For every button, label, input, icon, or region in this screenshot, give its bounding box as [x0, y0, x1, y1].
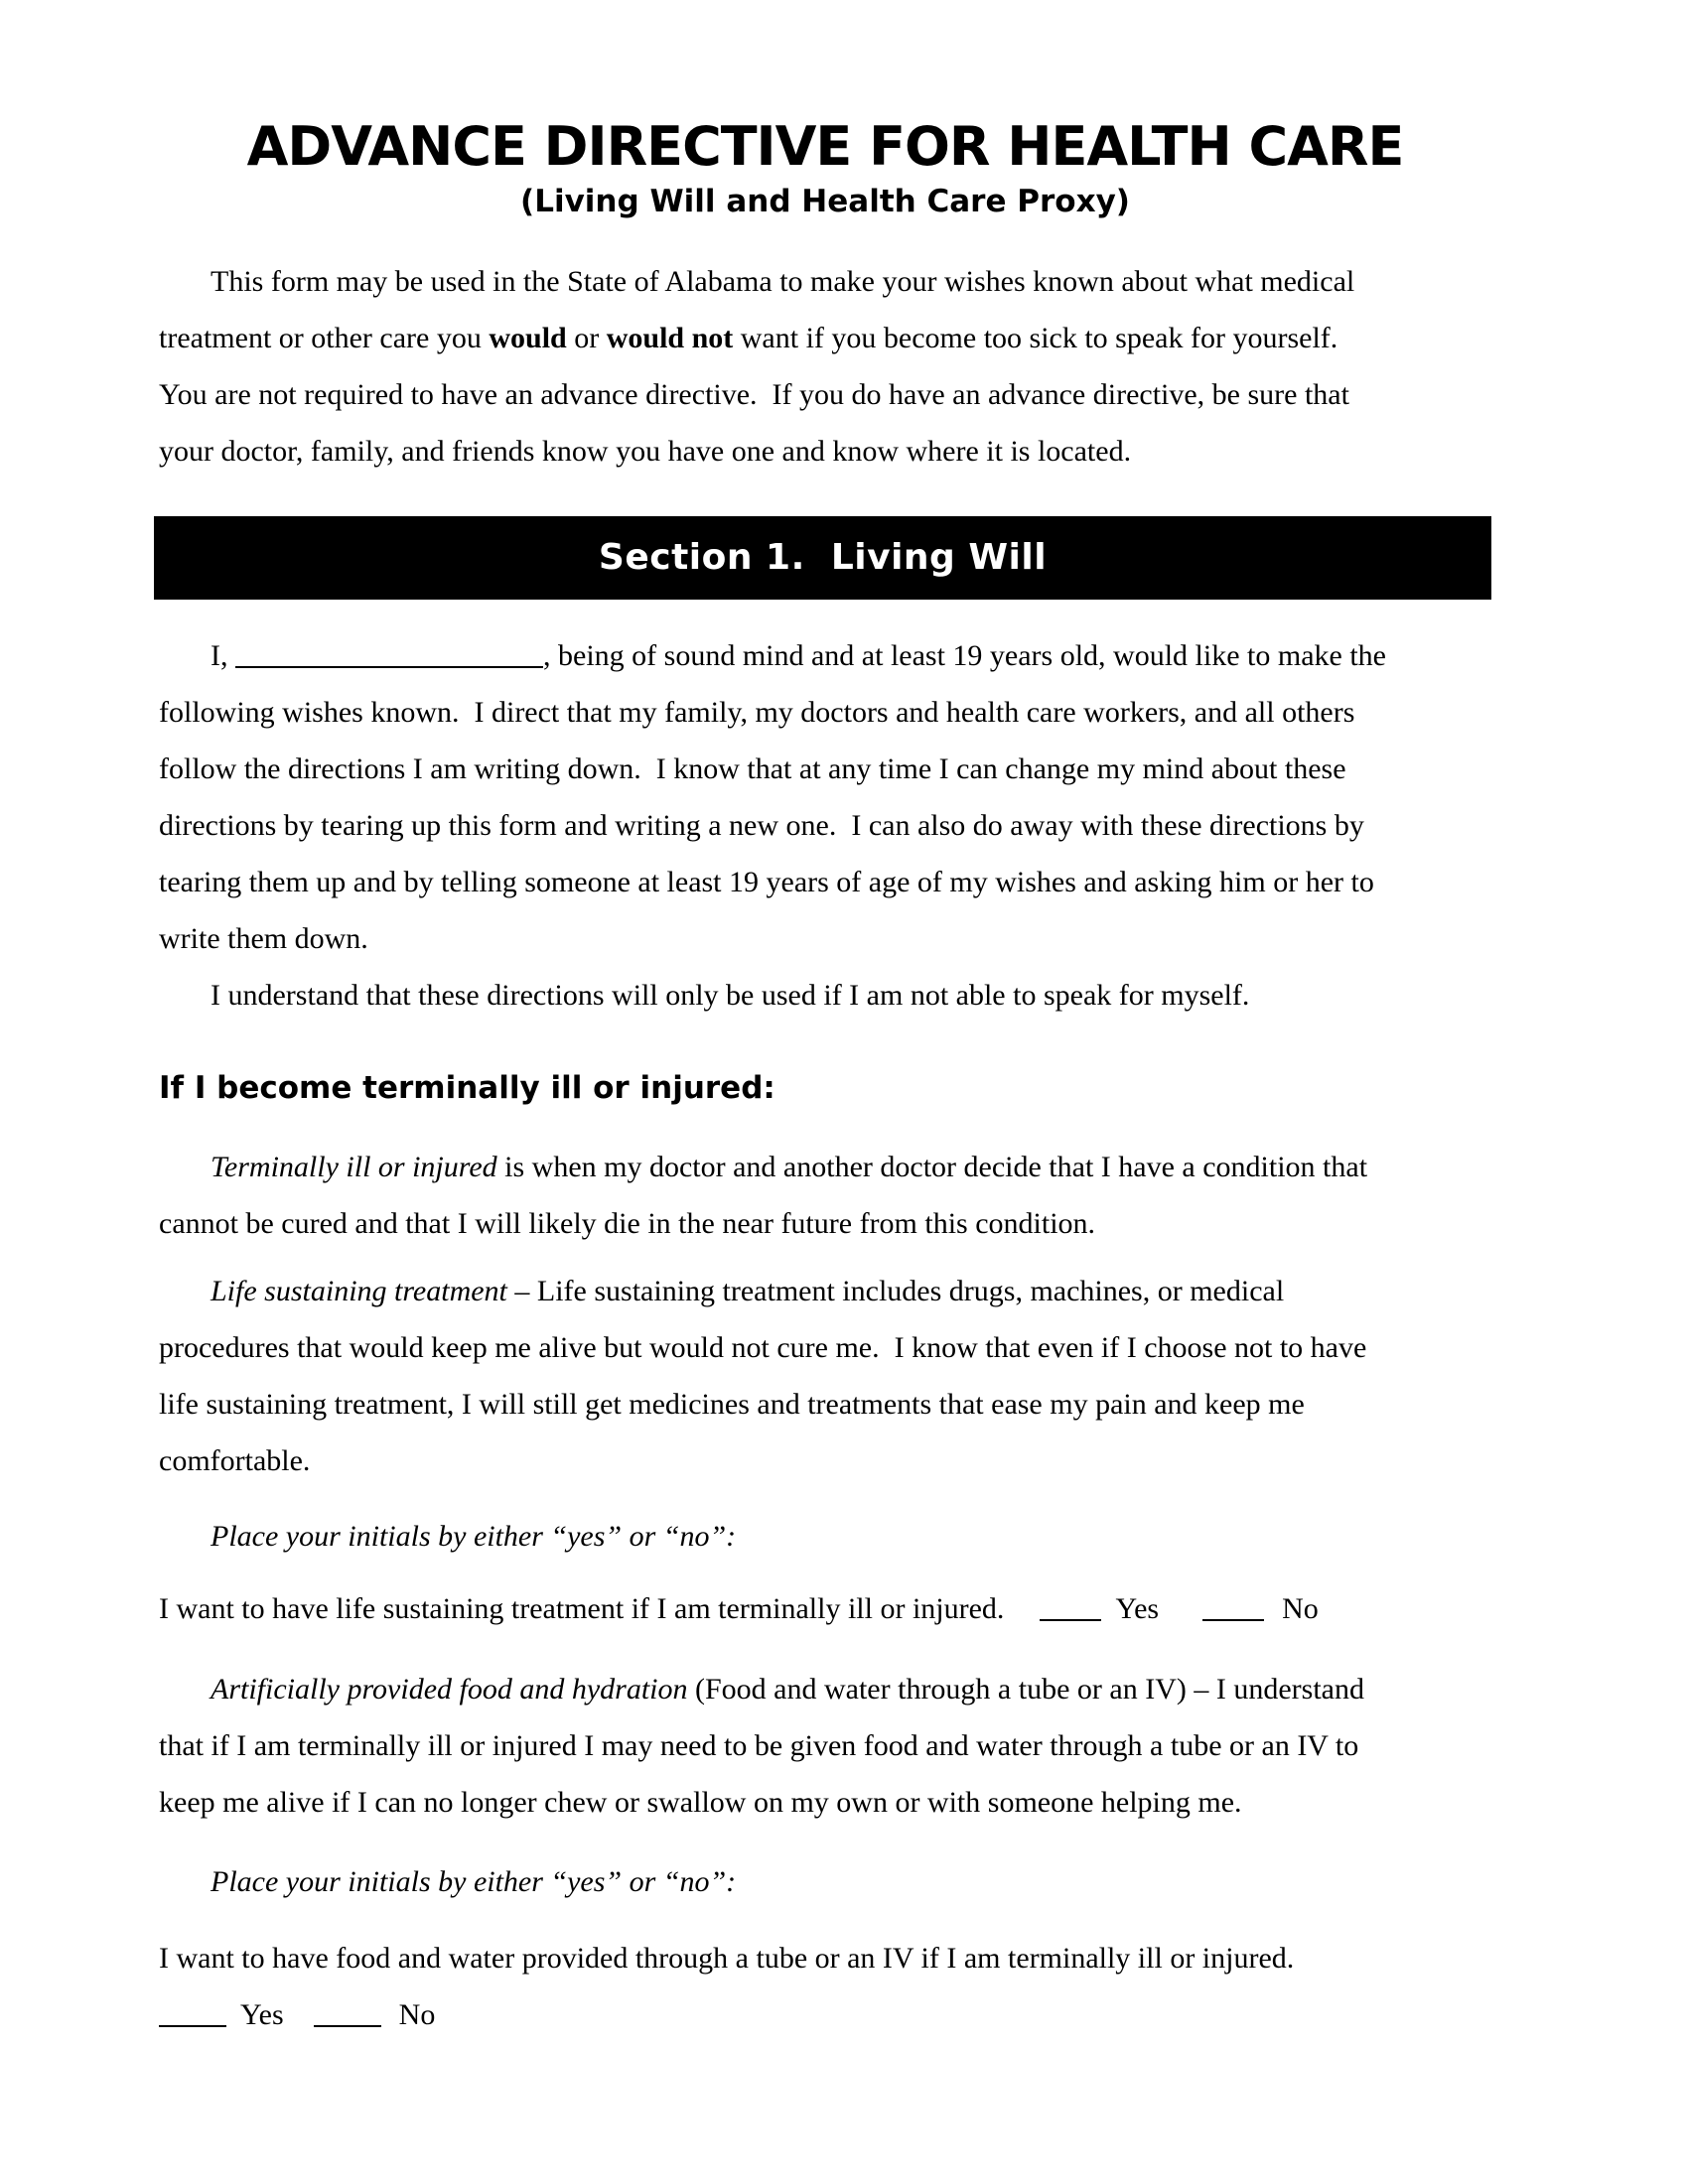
food-hydration-line-1 — [159, 1661, 1491, 1717]
life-sustaining-lead-italic: Life sustaining treatment — [211, 1275, 507, 1307]
intro-text-2b-bold: would — [489, 322, 567, 354]
life-sustaining-text-2: procedures that would keep me alive but would not cure me. I know that even if I choose not to have — [159, 1331, 1367, 1364]
life-sustaining-paragraph — [159, 1263, 1491, 1489]
terminally-line-2 — [159, 1195, 1491, 1252]
initials-prompt-2-line — [159, 1853, 1491, 1910]
food-hydration-text-3: keep me alive if I can no longer chew or swallow on my own or with someone helping me. — [159, 1786, 1242, 1819]
terminally-text-2: cannot be cured and that I will likely die in the near future from this condition. — [159, 1207, 1096, 1240]
terminally-ill-paragraph — [159, 1139, 1491, 1252]
life-sustaining-text-4: comfortable. — [159, 1444, 311, 1477]
question-food-hydration-line — [159, 1930, 1491, 1986]
q2-yes-initials-blank[interactable] — [159, 1995, 226, 2027]
section1-header-title: Section 1. Living Will — [598, 537, 1048, 578]
food-hydration-paragraph — [159, 1661, 1491, 1831]
intro-text-2d-bold: would not — [606, 322, 734, 354]
understand-paragraph — [159, 967, 1491, 1024]
declaration-text-6: write them down. — [159, 922, 368, 955]
declaration-line-2 — [159, 684, 1491, 741]
initials-prompt-2 — [159, 1853, 1491, 1910]
declaration-line-6 — [159, 910, 1491, 967]
declaration-text-1b: , being of sound mind and at least 19 years old, would like to make the — [543, 639, 1386, 672]
question-food-hydration-text: I want to have food and water provided through a tube or an IV if I am terminally ill or injured. — [159, 1942, 1295, 1975]
q2-no-initials-blank[interactable] — [314, 1995, 381, 2027]
life-sustaining-line-3 — [159, 1376, 1491, 1433]
q1-yes-label: Yes — [1115, 1592, 1160, 1625]
section1-header-bar — [154, 516, 1491, 600]
q1-yes-initials-blank[interactable] — [1040, 1589, 1101, 1621]
intro-text-2c: or — [566, 322, 607, 354]
understand-text-1: I understand that these directions will only be used if I am not able to speak for myself. — [211, 979, 1250, 1012]
initials-prompt-1 — [159, 1508, 1491, 1565]
q1-no-initials-blank[interactable] — [1202, 1589, 1264, 1621]
terminally-ill-heading: If I become terminally ill or injured: — [159, 1070, 775, 1106]
q2-no-label: No — [398, 1998, 436, 2031]
food-hydration-lead-italic: Artificially provided food and hydration — [211, 1673, 688, 1706]
declaration-line-5 — [159, 854, 1491, 910]
terminally-lead-italic: Terminally ill or injured — [211, 1151, 497, 1183]
terminally-line-1 — [159, 1139, 1491, 1195]
initials-prompt-1-line — [159, 1508, 1491, 1565]
question-food-hydration-answers — [159, 1986, 1491, 2043]
declaration-line-4 — [159, 797, 1491, 854]
food-hydration-line-2 — [159, 1717, 1491, 1774]
intro-line-2 — [159, 310, 1491, 366]
food-hydration-text-2: that if I am terminally ill or injured I may need to be given food and water through a tube or an IV to — [159, 1729, 1359, 1762]
intro-text-4: your doctor, family, and friends know you have one and know where it is located. — [159, 435, 1132, 468]
declaration-text-4: directions by tearing up this form and writing a new one. I can also do away with these directions by — [159, 809, 1364, 842]
intro-line-4 — [159, 423, 1491, 479]
terminally-text-1b: is when my doctor and another doctor decide that I have a condition that — [496, 1151, 1368, 1183]
declaration-line-3 — [159, 741, 1491, 797]
declaration-text-5: tearing them up and by telling someone at least 19 years of age of my wishes and asking him or her to — [159, 866, 1374, 898]
question-life-sustaining — [159, 1580, 1491, 1637]
intro-paragraph — [159, 253, 1491, 479]
declaration-line-1 — [159, 627, 1491, 684]
intro-text-1: This form may be used in the State of Alabama to make your wishes known about what medical — [211, 265, 1355, 298]
intro-line-1 — [159, 253, 1491, 310]
document-title: ADVANCE DIRECTIVE FOR HEALTH CARE — [246, 115, 1404, 178]
question-life-sustaining-line — [159, 1580, 1491, 1637]
document-subtitle: (Living Will and Health Care Proxy) — [520, 184, 1130, 219]
declaration-text-1a: I, — [211, 639, 235, 672]
initials-prompt-1-text: Place your initials by either “yes” or “no”: — [211, 1520, 737, 1553]
life-sustaining-text-1b: – Life sustaining treatment includes drugs, machines, or medical — [506, 1275, 1285, 1307]
intro-text-2e: want if you become too sick to speak for yourself. — [733, 322, 1338, 354]
life-sustaining-line-1 — [159, 1263, 1491, 1319]
understand-line-1 — [159, 967, 1491, 1024]
food-hydration-text-1b: (Food and water through a tube or an IV) – I understand — [687, 1673, 1364, 1706]
life-sustaining-line-4 — [159, 1433, 1491, 1489]
food-hydration-line-3 — [159, 1774, 1491, 1831]
initials-prompt-2-text: Place your initials by either “yes” or “no”: — [211, 1865, 737, 1898]
question-food-hydration — [159, 1930, 1491, 2043]
question-life-sustaining-text: I want to have life sustaining treatment if I am terminally ill or injured. — [159, 1592, 1005, 1625]
q2-yes-label: Yes — [240, 1998, 284, 2031]
intro-line-3 — [159, 366, 1491, 423]
page-content — [159, 0, 1491, 2043]
life-sustaining-text-3: life sustaining treatment, I will still get medicines and treatments that ease my pain and keep me — [159, 1388, 1305, 1421]
declaration-text-3: follow the directions I am writing down. I know that at any time I can change my mind about these — [159, 752, 1346, 785]
declaration-text-2: following wishes known. I direct that my family, my doctors and health care workers, and all others — [159, 696, 1355, 729]
intro-text-2a: treatment or other care you — [159, 322, 490, 354]
declaration-paragraph — [159, 627, 1491, 967]
q1-no-label: No — [1282, 1592, 1319, 1625]
declarant-name-blank[interactable] — [235, 636, 543, 668]
life-sustaining-line-2 — [159, 1319, 1491, 1376]
intro-text-3: You are not required to have an advance directive. If you do have an advance directive, be sure that — [159, 378, 1349, 411]
